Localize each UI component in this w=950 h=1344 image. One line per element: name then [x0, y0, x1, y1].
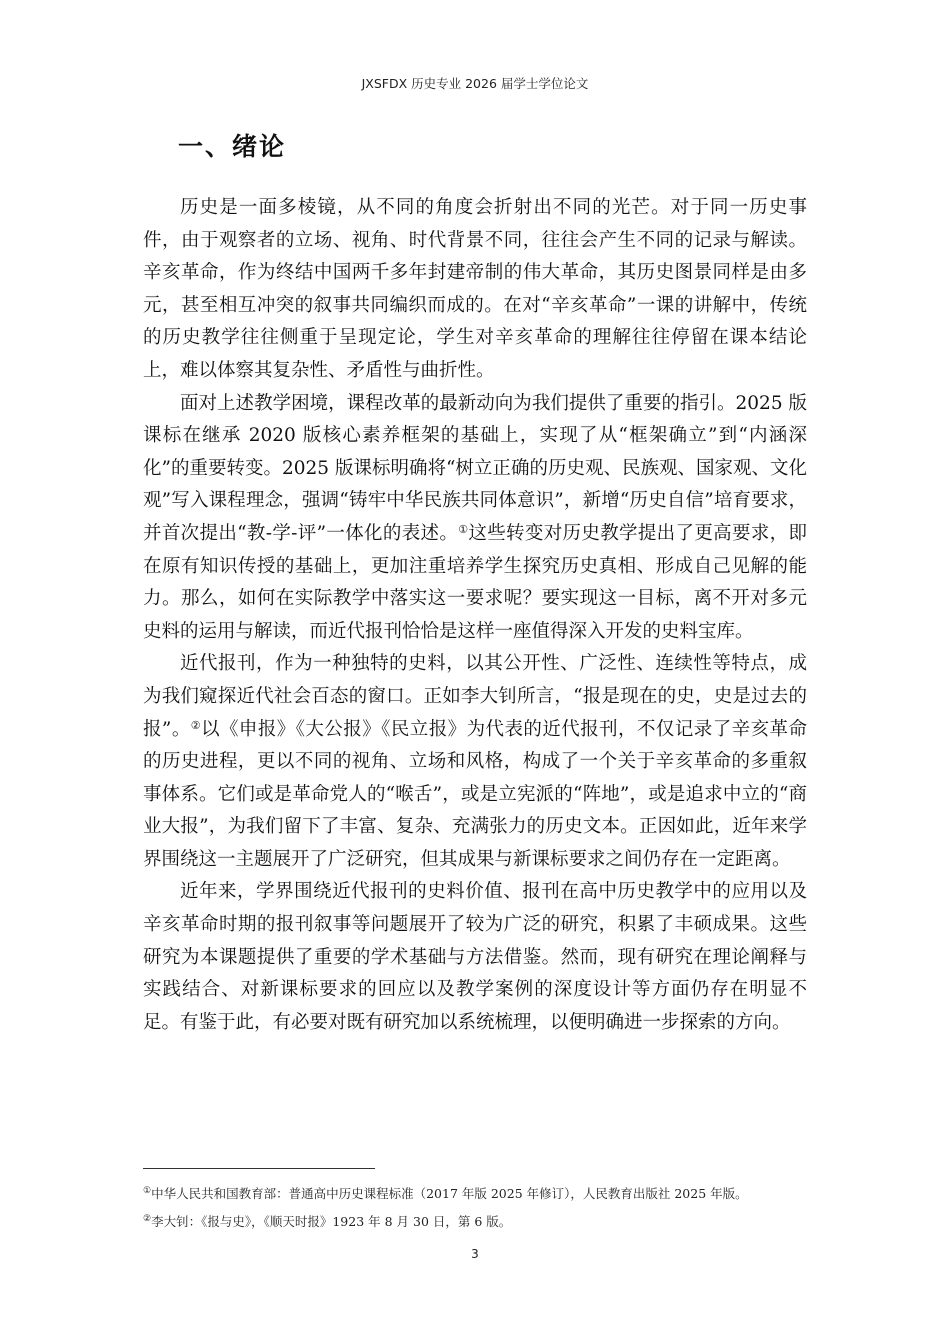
- footnote-mark: ②: [143, 1214, 152, 1224]
- paragraph-text: 近代报刊，作为一种独特的史料，以其公开性、广泛性、连续性等特点，成为我们窥探近代社会百态的窗口。正如李大钊所言，“报是现在的史，史是过去的报”。: [143, 653, 807, 740]
- paragraph-4: [143, 876, 807, 1039]
- paragraph-2: [143, 388, 807, 649]
- paragraph-text: 历史是一面多棱镜，从不同的角度会折射出不同的光芒。对于同一历史事件，由于观察者的立场、视角、时代背景不同，往往会产生不同的记录与解读。辛亥革命，作为终结中国两千多年封建帝制的伟大革命，其历史图景同样是由多元，甚至相互冲突的叙事共同编织而成的。在对“辛亥革命”一课的讲解中，传统的历史教学往往侧重于呈现定论，学生对辛亥革命的理解往往停留在课本结论上，难以体察其复杂性、矛盾性与曲折性。: [143, 197, 807, 381]
- footnote-1: [143, 1180, 823, 1208]
- footnote-ref-2[interactable]: ②: [190, 718, 202, 732]
- footnote-text: 李大钊：《报与史》，《顺天时报》1923 年 8 月 30 日，第 6 版。: [151, 1214, 512, 1229]
- section-title: 一、绪论: [178, 132, 287, 161]
- paragraph-text: 这些转变对历史教学提出了更高要求，即在原有知识传授的基础上，更加注重培养学生探究历史真相、形成自己见解的能力。那么，如何在实际教学中落实这一要求呢？要实现这一目标，离不开对多元史料的运用与解读，而近代报刊恰恰是这样一座值得深入开发的史料宝库。: [143, 522, 807, 642]
- footnote-2: [143, 1208, 823, 1236]
- paragraph-text: 近年来，学界围绕近代报刊的史料价值、报刊在高中历史教学中的应用以及辛亥革命时期的报刊叙事等问题展开了较为广泛的研究，积累了丰硕成果。这些研究为本课题提供了重要的学术基础与方法借鉴。然而，现有研究在理论阐释与实践结合、对新课标要求的回应以及教学案例的深度设计等方面仍存在明显不足。有鉴于此，有必要对既有研究加以系统梳理，以便明确进一步探索的方向。: [143, 881, 807, 1033]
- footnote-ref-1[interactable]: ①: [458, 522, 469, 536]
- footnote-text: 中华人民共和国教育部：普通高中历史课程标准（2017 年版 2025 年修订），人民教育出版社 2025 年版。: [151, 1186, 748, 1201]
- page-number: 3: [471, 1247, 479, 1261]
- footnote-divider: [143, 1168, 375, 1169]
- paragraph-text: 以《申报》《大公报》《民立报》为代表的近代报刊，不仅记录了辛亥革命的历史进程，更以不同的视角、立场和风格，构成了一个关于辛亥革命的多重叙事体系。它们或是革命党人的“喉舌”，或是立宪派的“阵地”，或是追求中立的“商业大报”，为我们留下了丰富、复杂、充满张力的历史文本。正因如此，近年来学界围绕这一主题展开了广泛研究，但其成果与新课标要求之间仍存在一定距离。: [143, 718, 807, 870]
- paragraph-1: [143, 192, 807, 388]
- footnote-mark: ①: [143, 1186, 152, 1196]
- body-text: [143, 192, 807, 1039]
- paragraph-3: [143, 648, 807, 876]
- running-header: JXSFDX 历史专业 2026 届学士学位论文: [361, 76, 589, 91]
- footnotes: [143, 1180, 823, 1236]
- paragraph-text: 面对上述教学困境，课程改革的最新动向为我们提供了重要的指引。2025 版课标在继承 2020 版核心素养框架的基础上，实现了从“框架确立”到“内涵深化”的重要转变。2025 版课标明确将“树立正确的历史观、民族观、国家观、文化观”写入课程理念，强调“铸牢中华民族共同体意识”，新增“历史自信”培育要求，并首次提出“教-学-评”一体化的表述。: [143, 392, 807, 544]
